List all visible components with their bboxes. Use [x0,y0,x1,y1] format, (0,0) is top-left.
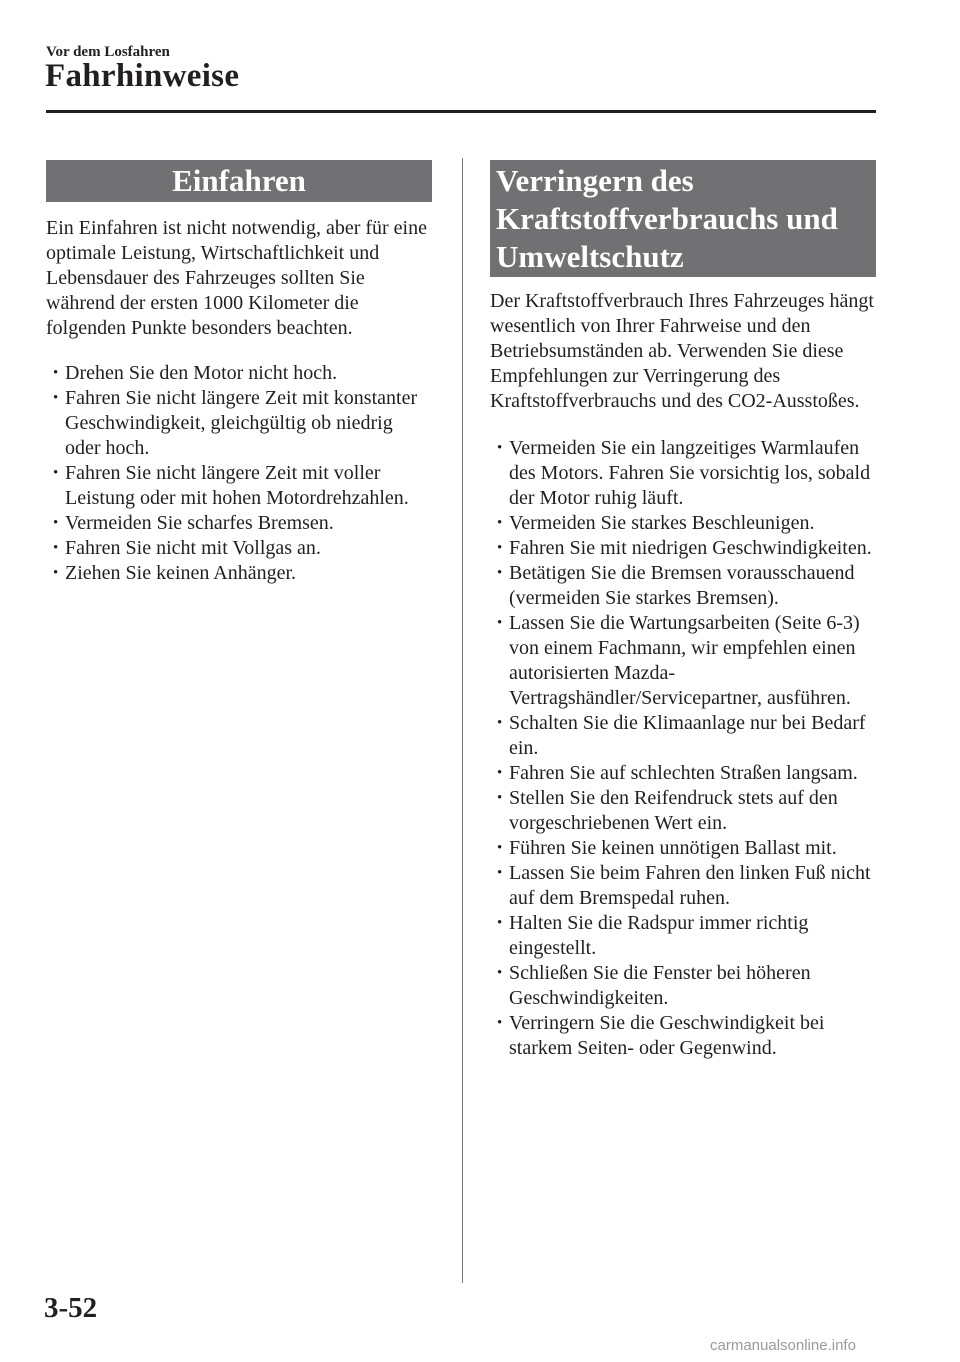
page-number: 3-52 [44,1292,98,1324]
list-item: • Schalten Sie die Klimaanlage nur bei Bedarf ein. [490,711,876,761]
watermark-text: carmanualsonline.info [710,1337,856,1354]
list-item: • Vermeiden Sie starkes Beschleunigen. [490,511,876,536]
list-item: • Vermeiden Sie scharfes Bremsen. [46,511,432,536]
list-item: • Führen Sie keinen unnötigen Ballast mit. [490,836,876,861]
list-item: • Fahren Sie nicht mit Vollgas an. [46,536,432,561]
list-item: • Drehen Sie den Motor nicht hoch. [46,361,432,386]
bullet-list [490,436,876,1061]
page-title: Fahrhinweise [45,58,240,94]
list-item: • Schließen Sie die Fenster bei höheren Geschwindigkeiten. [490,961,876,1011]
list-item: • Vermeiden Sie ein langzeitiges Warmlaufen des Motors. Fahren Sie vorsichtig los, sobald der Motor ruhig läuft. [490,436,876,511]
section-einfahren [46,160,432,586]
section-kraftstoffverbrauch [490,160,876,1061]
section-intro: Ein Einfahren ist nicht notwendig, aber für eine optimale Leistung, Wirtschaftlichkeit und Lebensdauer des Fahrzeuges sollten Sie während der ersten 1000 Kilometer die folgenden Punkte besonders beachten. [46,217,427,339]
column-divider [462,158,463,1283]
list-item: • Fahren Sie nicht längere Zeit mit voller Leistung oder mit hohen Motordrehzahlen. [46,461,432,511]
list-item: • Betätigen Sie die Bremsen vorausschauend (vermeiden Sie starkes Bremsen). [490,561,876,611]
list-item: • Lassen Sie die Wartungsarbeiten (Seite 6-3) von einem Fachmann, wir empfehlen einen autorisierten Mazda-Vertragshändler/Servicepartner, ausführen. [490,611,876,711]
list-item: • Fahren Sie auf schlechten Straßen langsam. [490,761,876,786]
chapter-label: Vor dem Losfahren [46,44,170,60]
list-item: • Stellen Sie den Reifendruck stets auf den vorgeschriebenen Wert ein. [490,786,876,836]
section-heading: Verringern des Kraftstoffverbrauchs und Umweltschutz [490,160,876,277]
bullet-list [46,361,432,586]
section-intro: Der Kraftstoffverbrauch Ihres Fahrzeuges hängt wesentlich von Ihrer Fahrweise und den Betriebsumständen ab. Verwenden Sie diese Empfehlungen zur Verringerung des Kraftstoffverbrauchs und des CO2-Ausstoßes. [490,290,874,412]
header-divider [46,110,876,113]
list-item: • Fahren Sie mit niedrigen Geschwindigkeiten. [490,536,876,561]
list-item: • Ziehen Sie keinen Anhänger. [46,561,432,586]
list-item: • Lassen Sie beim Fahren den linken Fuß nicht auf dem Bremspedal ruhen. [490,861,876,911]
list-item: • Verringern Sie die Geschwindigkeit bei starkem Seiten- oder Gegenwind. [490,1011,876,1061]
list-item: • Halten Sie die Radspur immer richtig eingestellt. [490,911,876,961]
section-heading: Einfahren [46,160,432,202]
list-item: • Fahren Sie nicht längere Zeit mit konstanter Geschwindigkeit, gleichgültig ob niedrig oder hoch. [46,386,432,461]
